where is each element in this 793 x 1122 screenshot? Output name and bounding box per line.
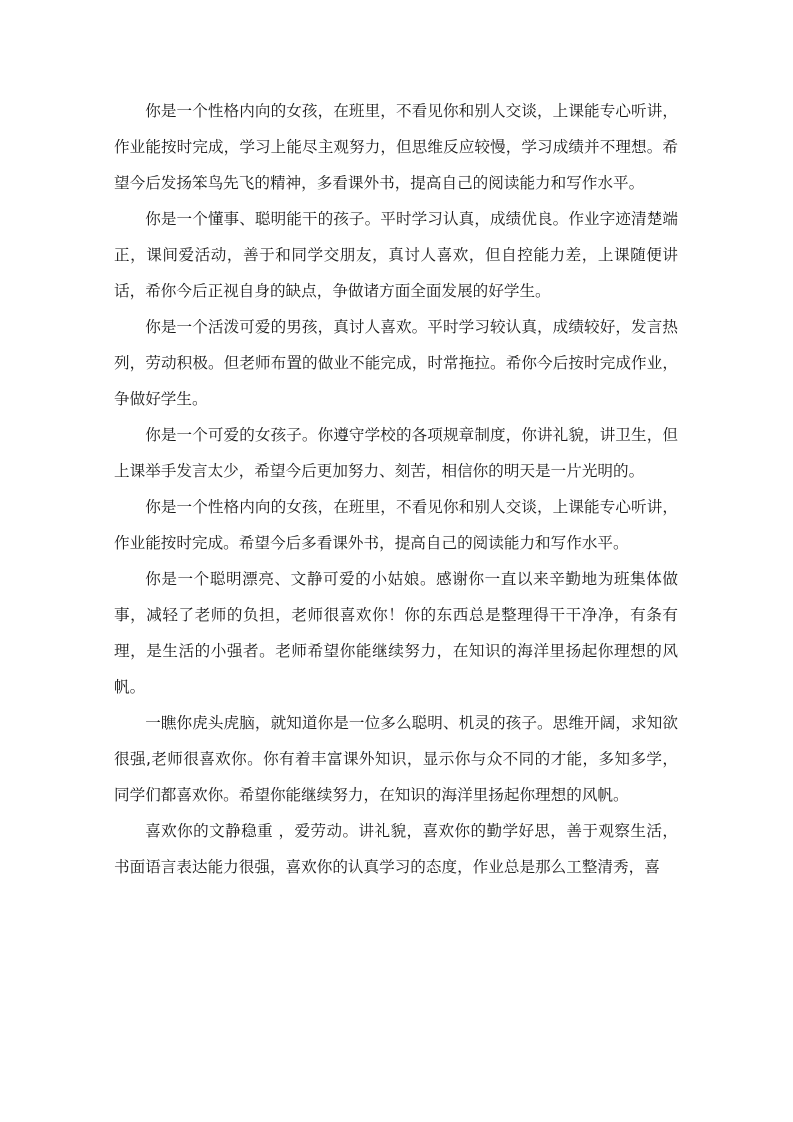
paragraph: 你是一个聪明漂亮、文静可爱的小姑娘。感谢你一直以来辛勤地为班集体做事，减轻了老师的负担，老师很喜欢你！你的东西总是整理得干干净净，有条有理，是生活的小强者。老师希望你能继续努力，在知识的海洋里扬起你理想的风帆。	[114, 570, 678, 696]
paragraph: 你是一个活泼可爱的男孩，真讨人喜欢。平时学习较认真，成绩较好，发言热列，劳动积极。但老师布置的做业不能完成，时常拖拉。希你今后按时完成作业，争做好学生。	[114, 318, 678, 408]
document-body	[114, 93, 678, 885]
paragraph: 你是一个性格内向的女孩，在班里，不看见你和别人交谈，上课能专心听讲，作业能按时完成。希望今后多看课外书，提高自己的阅读能力和写作水平。	[114, 498, 678, 552]
paragraph: 你是一个可爱的女孩子。你遵守学校的各项规章制度，你讲礼貌，讲卫生，但上课举手发言太少，希望今后更加努力、刻苦，相信你的明天是一片光明的。	[114, 426, 678, 480]
paragraph: 喜欢你的文静稳重 ，爱劳动。讲礼貌，喜欢你的勤学好思，善于观察生活，书面语言表达能力很强，喜欢你的认真学习的态度，作业总是那么工整清秀，喜	[114, 822, 678, 876]
paragraph: 你是一个性格内向的女孩，在班里，不看见你和别人交谈，上课能专心听讲，作业能按时完成，学习上能尽主观努力，但思维反应较慢，学习成绩并不理想。希望今后发扬笨鸟先飞的精神，多看课外书，提高自己的阅读能力和写作水平。	[114, 102, 678, 192]
paragraph: 你是一个懂事、聪明能干的孩子。平时学习认真，成绩优良。作业字迹清楚端正，课间爱活动，善于和同学交朋友，真讨人喜欢，但自控能力差，上课随便讲话，希你今后正视自身的缺点，争做诸方面全面发展的好学生。	[114, 210, 678, 300]
paragraph: 一瞧你虎头虎脑，就知道你是一位多么聪明、机灵的孩子。思维开阔，求知欲很强,老师很喜欢你。你有着丰富课外知识，显示你与众不同的才能，多知多学，同学们都喜欢你。希望你能继续努力，在知识的海洋里扬起你理想的风帆。	[114, 714, 678, 804]
